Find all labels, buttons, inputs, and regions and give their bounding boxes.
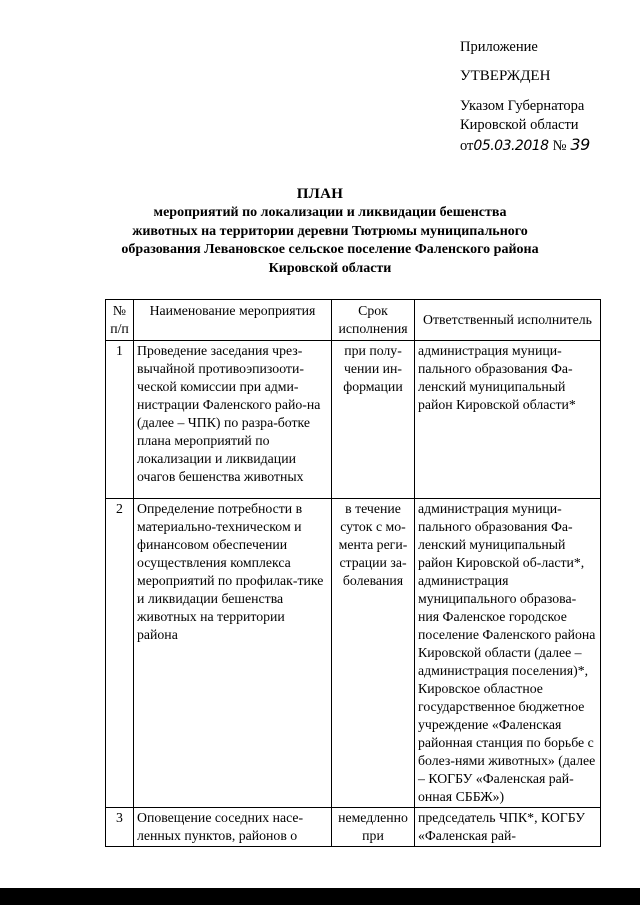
table-row [106,341,601,499]
decree-line-1: Указом Губернатора [460,98,585,114]
row-num: 1 [106,341,134,499]
row-name: Проведение заседания чрез-вычайной противоэпизооти-ческой комиссии при адми-нистрации Фаленского райо-на (далее – ЧПК) по разра-ботке плана мероприятий по локализации и ликвидации очагов бешенства животных [134,341,332,499]
subtitle-line-2: животных на территории деревни Тютрюмы муниципального [132,223,528,239]
row-num: 2 [106,499,134,808]
subtitle-line-4: Кировской области [268,260,392,276]
table-row [106,808,601,847]
header-resp: Ответственный исполнитель [415,300,601,341]
table-header-row [106,300,601,341]
decree-date: 05.03.2018 [473,138,549,154]
plan-table [105,299,601,847]
approved-label: УТВЕРЖДЕН [460,68,551,84]
subtitle-line-1: мероприятий по локализации и ликвидации бешенства [153,205,507,220]
scan-edge-bar [0,888,640,905]
table-row [106,499,601,808]
subtitle-line-3: образования Левановское сельское поселение Фаленского района [121,242,539,257]
decree-date-number [460,135,635,156]
row-name: Определение потребности в материально-техническом и финансовом обеспечении осуществления комплекса мероприятий по профилак-тике и ликвидации бешенства животных на территории района [134,499,332,808]
row-term: при полу-чении ин-формации [332,341,415,499]
appendix-label: Приложение [460,39,538,55]
row-resp: председатель ЧПК*, КОГБУ «Фаленская рай- [415,808,601,847]
plan-subtitle [115,204,545,278]
row-name: Оповещение соседних насе-ленных пунктов, районов о [134,808,332,847]
row-num: 3 [106,808,134,847]
approval-block [460,38,635,156]
decree-number: 39 [570,135,590,154]
header-term: Срок исполнения [332,300,415,341]
decree-line-2: Кировской области [460,117,579,133]
row-resp: администрация муници-пального образования Фа-ленский муниципальный район Кировской об-ласти*, администрация муниципального образова-ния Фаленское городское поселение Фаленского района Кировской области (далее – администрация поселения)*, Кировское областное государственное бюджетное учреждение «Фаленская районная станция по борьбе с болез-нями животных» (далее – КОГБУ «Фаленская рай-онная СББЖ») [415,499,601,808]
row-term: немедленно при [332,808,415,847]
header-name: Наименование мероприятия [134,300,332,341]
date-prefix: от [460,138,474,154]
plan-title: ПЛАН [296,186,344,202]
row-resp: администрация муници-пального образования Фа-ленский муниципальный район Кировской области* [415,341,601,499]
row-term: в течение суток с мо-мента реги-страции за-болевания [332,499,415,808]
header-num: № п/п [106,300,134,341]
number-prefix: № [552,138,567,154]
